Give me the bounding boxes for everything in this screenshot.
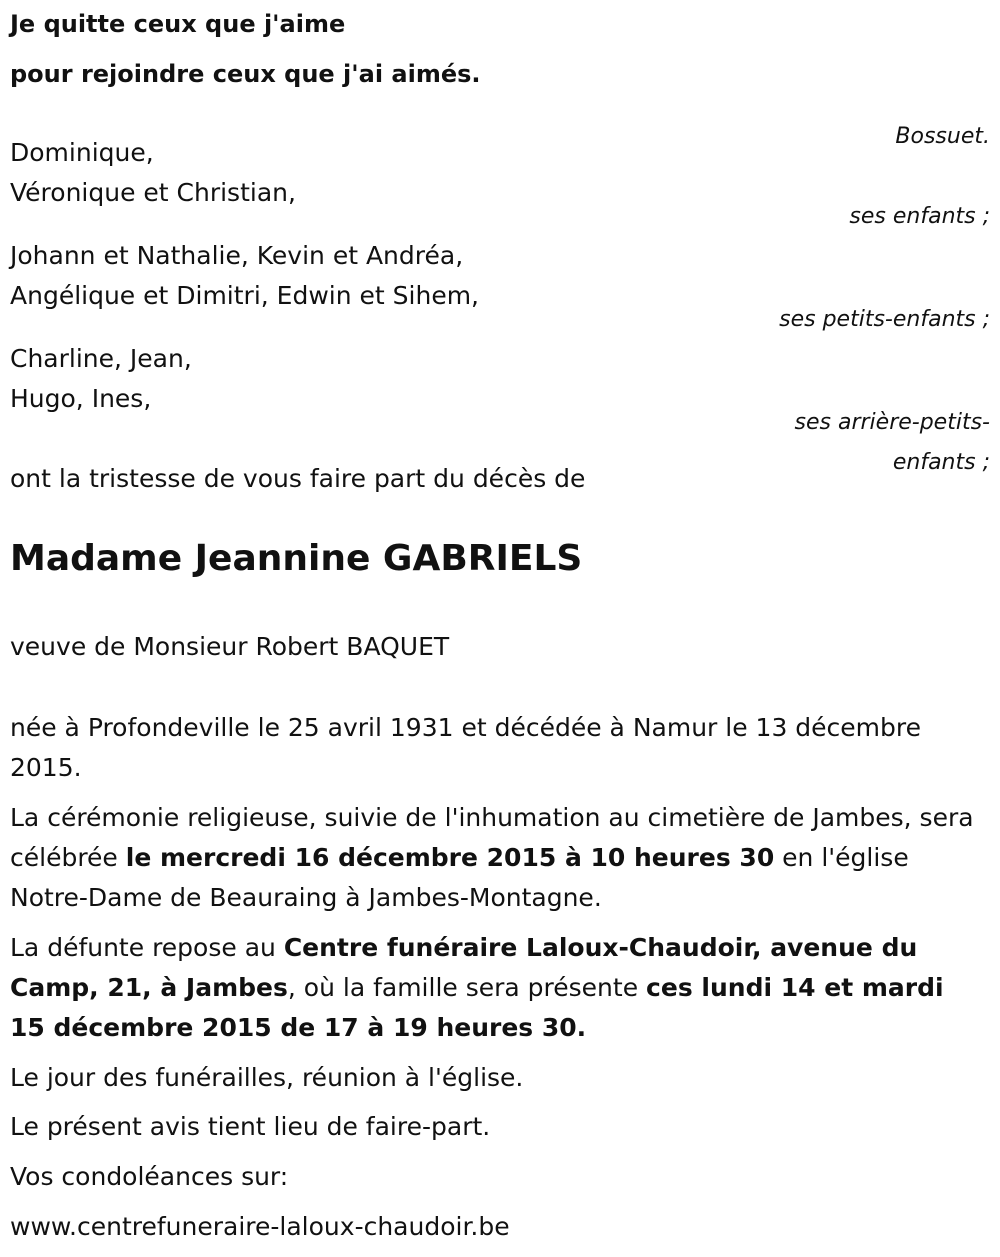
children-role: ses enfants ; [849, 204, 990, 229]
children-line-2: Véronique et Christian, [10, 178, 296, 207]
quote-author: Bossuet. [895, 124, 990, 149]
children-line-1: Dominique, [10, 138, 154, 167]
viewing-paragraph [10, 928, 985, 1048]
announcement: ont la tristesse de vous faire part du décès de [10, 464, 586, 493]
great-grandchildren-line-1: Charline, Jean, [10, 344, 192, 373]
grandchildren-role: ses petits-enfants ; [779, 307, 990, 332]
condolences-label: Vos condoléances sur: [10, 1162, 289, 1191]
notice: Le présent avis tient lieu de faire-part. [10, 1112, 491, 1141]
quote-line-1: Je quitte ceux que j'aime [10, 10, 346, 38]
reunion-note: Le jour des funérailles, réunion à l'église. [10, 1063, 524, 1092]
great-grandchildren-line-2: Hugo, Ines, [10, 384, 152, 413]
grandchildren-line-1: Johann et Nathalie, Kevin et Andréa, [10, 241, 464, 270]
great-grandchildren-role-1: ses arrière-petits- [794, 410, 990, 435]
widow-of: veuve de Monsieur Robert BAQUET [10, 632, 450, 661]
website-link[interactable]: www.centrefuneraire-laloux-chaudoir.be [10, 1212, 510, 1241]
birth-death: née à Profondeville le 25 avril 1931 et décédée à Namur le 13 décembre 2015. [10, 713, 921, 782]
viewing-dates: ces lundi 14 et mardi 15 décembre 2015 de 17 à 19 heures 30. [10, 973, 944, 1042]
viewing-text-2: , où la famille sera présente [287, 973, 647, 1002]
great-grandchildren-role-2: enfants ; [892, 450, 990, 475]
ceremony-text-2: en l'église Notre-Dame de Beauraing à Jambes-Montagne. [10, 843, 909, 912]
ceremony-text-1: La cérémonie religieuse, suivie de l'inhumation au cimetière de Jambes, sera célébrée [10, 803, 974, 872]
quote-line-2: pour rejoindre ceux que j'ai aimés. [10, 60, 481, 88]
viewing-location: Centre funéraire Laloux-Chaudoir, avenue du Camp, 21, à Jambes [10, 933, 918, 1002]
ceremony-date: le mercredi 16 décembre 2015 à 10 heures 30 [125, 843, 775, 872]
ceremony-paragraph [10, 798, 985, 918]
viewing-text-1: La défunte repose au [10, 933, 284, 962]
deceased-name: Madame Jeannine GABRIELS [10, 538, 583, 579]
grandchildren-line-2: Angélique et Dimitri, Edwin et Sihem, [10, 281, 479, 310]
